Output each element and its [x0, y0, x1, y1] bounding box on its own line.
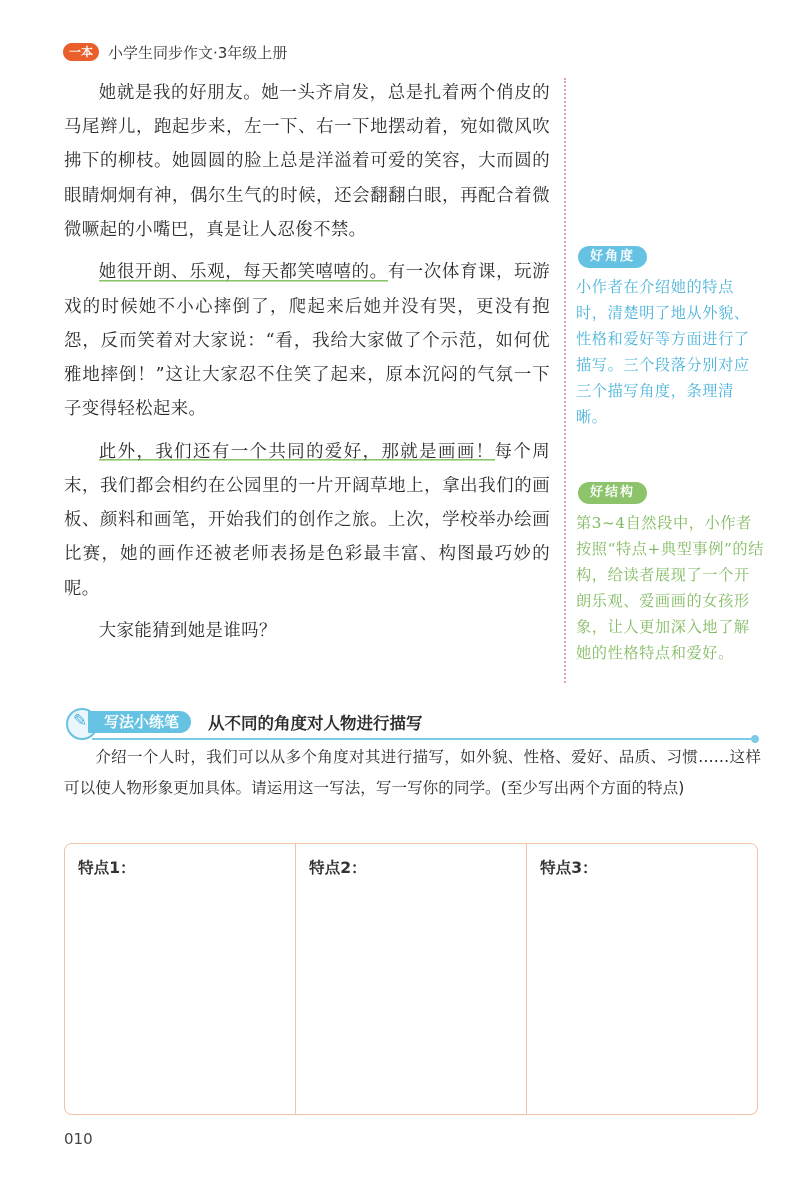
writing-area-2[interactable]	[295, 844, 526, 1114]
article-body	[64, 76, 550, 657]
paragraph-appearance: 她就是我的好朋友。她一头齐肩发，总是扎着两个俏皮的马尾辫儿，跑起步来，左一下、右一下地摆动着，宛如微风吹拂下的柳枝。她圆圆的脸上总是洋溢着可爱的笑容，大而圆的眼睛炯炯有神，偶尔生气的时候，还会翻翻白眼，再配合着微微噘起的小嘴巴，真是让人忍俊不禁。	[64, 83, 550, 240]
note-text-angle: 小作者在介绍她的特点时，清楚明了地从外貌、性格和爱好等方面进行了描写。三个段落分别对应三个描写角度，条理清晰。	[576, 278, 750, 426]
feature-label-3: 特点3：	[540, 859, 598, 877]
margin-divider	[564, 78, 566, 683]
practice-tag: 写法小练笔	[88, 711, 191, 733]
practice-instruction: 介绍一个人时，我们可以从多个角度对其进行描写，如外貌、性格、爱好、品质、习惯……这样可以使人物形象更加具体。请运用这一写法，写一写你的同学。(至少写出两个方面的特点)	[64, 748, 761, 797]
pen-icon: ✎	[66, 708, 98, 740]
note-tag-angle: 好角度	[578, 246, 647, 268]
book-title: 小学生同步作文·3年级上册	[108, 44, 288, 62]
practice-title: 从不同的角度对人物进行描写	[208, 714, 423, 733]
paragraph-hobby	[64, 435, 550, 606]
book-badge: 一本	[63, 43, 99, 61]
writing-grid	[64, 843, 758, 1115]
feature-label-2: 特点2：	[309, 859, 367, 877]
paragraph-closing: 大家能猜到她是谁吗？	[98, 621, 277, 642]
paragraph-text: 有一次体育课，玩游戏的时候她不小心摔倒了，爬起来后她并没有哭，更没有抱怨，反而笑着对大家说：“看，我给大家做了个示范，如何优雅地摔倒！”这让大家忍不住笑了起来，原本沉闷的气氛一下子变得轻松起来。	[64, 262, 550, 420]
note-text-structure: 第3~4自然段中，小作者按照“特点+典型事例”的结构，给读者展现了一个开朗乐观、爱画画的女孩形象，让人更加深入地了解她的性格特点和爱好。	[576, 514, 764, 662]
paragraph-personality	[64, 255, 550, 426]
section-underline	[92, 738, 756, 740]
paragraph-text: 每个周末，我们都会相约在公园里的一片开阔草地上，拿出我们的画板、颜料和画笔，开始我们的创作之旅。上次，学校举办绘画比赛，她的画作还被老师表扬是色彩最丰富、构图最巧妙的呢。	[64, 441, 550, 599]
underlined-sentence: 此外，我们还有一个共同的爱好，那就是画画！	[98, 441, 495, 462]
note-tag-structure: 好结构	[578, 482, 647, 504]
writing-area-1[interactable]	[65, 844, 295, 1114]
underlined-sentence: 她很开朗、乐观，每天都笑嘻嘻的。	[98, 262, 388, 283]
writing-area-3[interactable]	[526, 844, 757, 1114]
page-number: 010	[64, 1130, 93, 1148]
feature-label-1: 特点1：	[78, 859, 136, 877]
